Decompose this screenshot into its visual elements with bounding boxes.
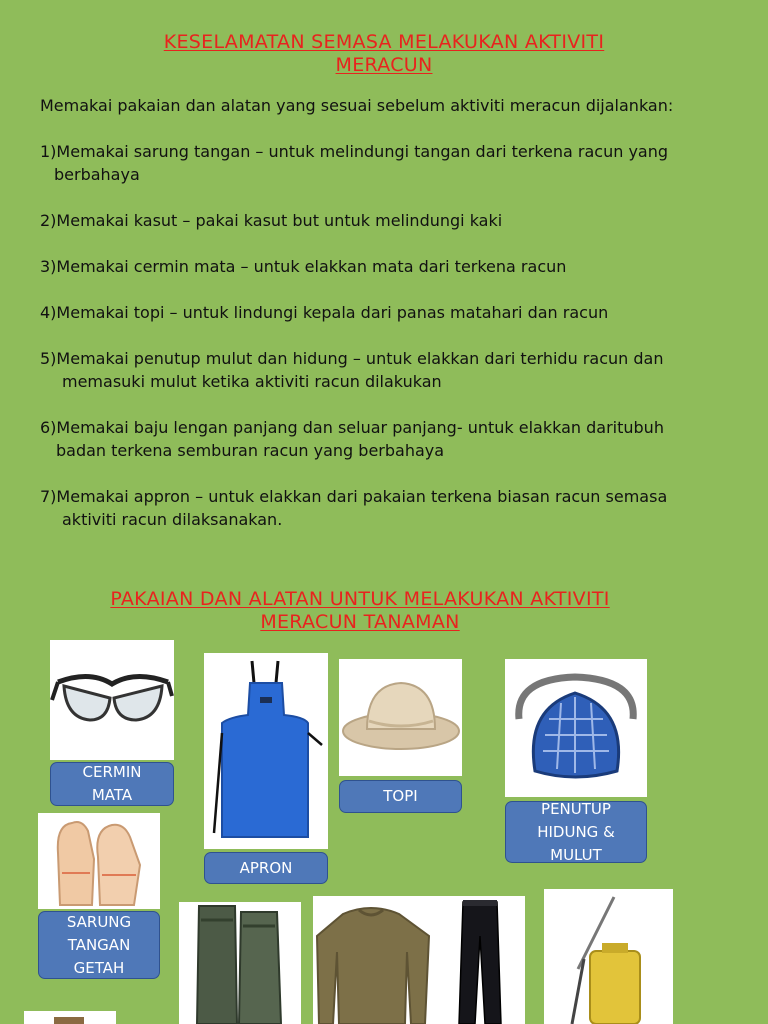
list-item-line1: 4)Memakai topi – untuk lindungi kepala dari panas matahari dan racun xyxy=(40,303,609,322)
label-penutup: PENUTUP HIDUNG & MULUT xyxy=(505,801,647,863)
item-icon xyxy=(24,1011,116,1024)
section-title xyxy=(0,588,744,634)
list-item xyxy=(40,485,740,531)
intro-text: Memakai pakaian dan alatan yang sesuai sebelum aktiviti meracun dijalankan: xyxy=(40,96,674,115)
partial-photo xyxy=(24,1011,116,1024)
list-item xyxy=(40,140,740,186)
goggles-photo xyxy=(50,640,174,760)
apron-photo xyxy=(204,653,328,849)
list-item xyxy=(40,301,740,324)
section-title-line2: MERACUN TANAMAN xyxy=(260,611,460,633)
page-title xyxy=(0,31,768,77)
label-topi: TOPI xyxy=(339,780,462,813)
gloves-icon xyxy=(38,813,160,909)
sprayer-photo xyxy=(544,889,673,1024)
label-sarung: SARUNG TANGAN GETAH xyxy=(38,911,160,979)
list-item xyxy=(40,209,740,232)
boots-icon xyxy=(179,902,301,1024)
list-item-line2: memasuki mulut ketika aktiviti racun dilakukan xyxy=(62,372,442,391)
clothes-photo xyxy=(313,896,525,1024)
mask-icon xyxy=(505,659,647,797)
list-item-line1: 7)Memakai appron – untuk elakkan dari pakaian terkena biasan racun semasa xyxy=(40,487,668,506)
list-item-line1: 3)Memakai cermin mata – untuk elakkan mata dari terkena racun xyxy=(40,257,567,276)
list-item xyxy=(40,347,740,393)
list-item-line1: 2)Memakai kasut – pakai kasut but untuk melindungi kaki xyxy=(40,211,503,230)
hat-photo xyxy=(339,659,462,776)
clothes-icon xyxy=(313,896,525,1024)
list-item xyxy=(40,255,740,278)
apron-icon xyxy=(204,653,328,849)
list-item-line2: berbahaya xyxy=(54,165,140,184)
list-item-line1: 1)Memakai sarung tangan – untuk melindungi tangan dari terkena racun yang xyxy=(40,142,669,161)
list-item xyxy=(40,416,740,462)
label-cermin-mata: CERMIN MATA xyxy=(50,762,174,806)
goggles-icon xyxy=(50,640,174,760)
mask-photo xyxy=(505,659,647,797)
page-title-line1: KESELAMATAN SEMASA MELAKUKAN AKTIVITI xyxy=(163,31,605,53)
gloves-photo xyxy=(38,813,160,909)
sprayer-icon xyxy=(544,889,673,1024)
label-apron: APRON xyxy=(204,852,328,884)
boots-photo xyxy=(179,902,301,1024)
list-item-line1: 6)Memakai baju lengan panjang dan seluar panjang- untuk elakkan daritubuh xyxy=(40,418,664,437)
page-title-line2: MERACUN xyxy=(335,54,433,76)
list-item-line2: aktiviti racun dilaksanakan. xyxy=(62,510,283,529)
section-title-line1: PAKAIAN DAN ALATAN UNTUK MELAKUKAN AKTIVITI xyxy=(110,588,610,610)
list-item-line1: 5)Memakai penutup mulut dan hidung – untuk elakkan dari terhidu racun dan xyxy=(40,349,664,368)
list-item-line2: badan terkena semburan racun yang berbahaya xyxy=(56,441,445,460)
hat-icon xyxy=(339,659,462,776)
